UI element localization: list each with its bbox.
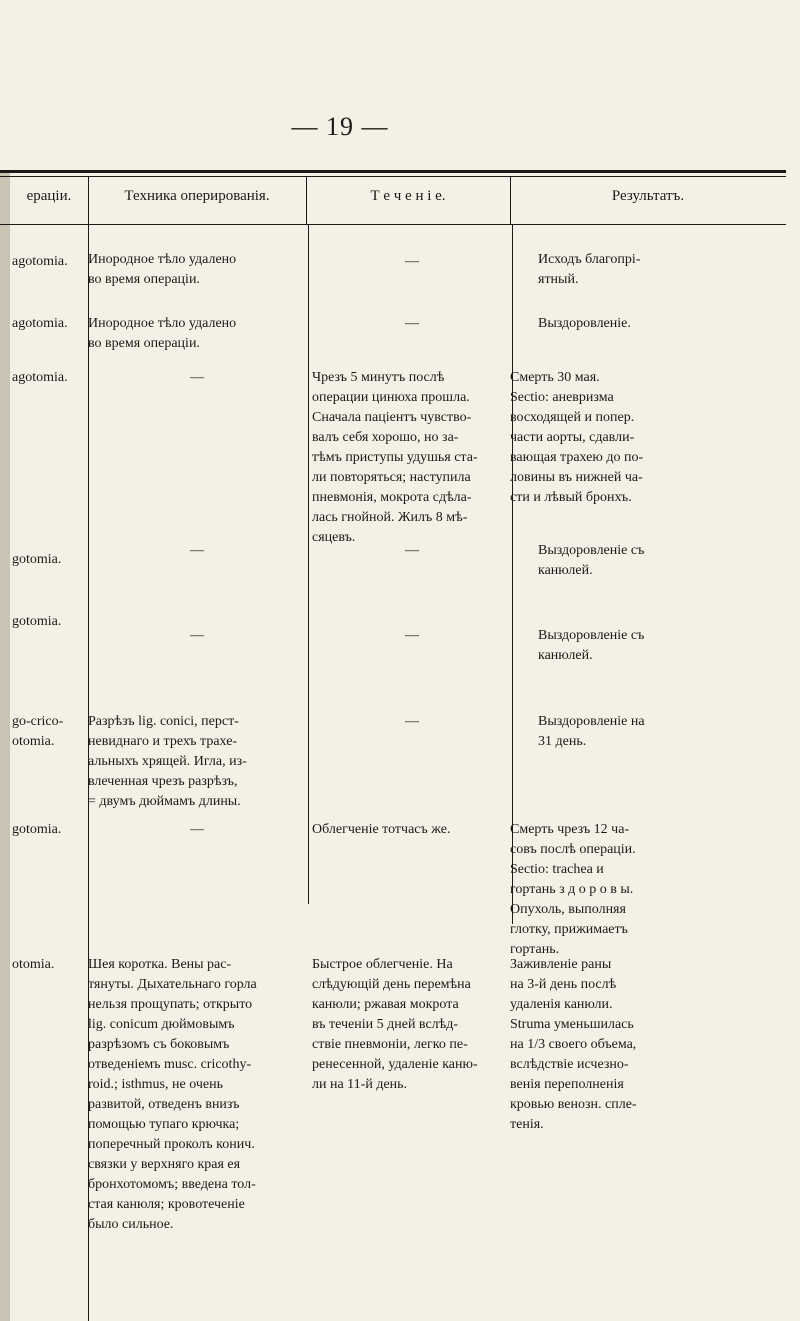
row-8-result: Заживленіе раны на 3-й день послѣ удаленія канюли. Struma уменьшилась на 1/3 своего объема, вслѣдствіе исчезно- венія переполненія кровью венозн. спле- тенія.: [510, 957, 637, 1132]
row-3-course: Чрезъ 5 минутъ послѣ операции цинюха прошла. Сначала паціентъ чувство- валъ себя хорошо, но за- тѣмъ приступы удушья ста- ли повторяться; наступила пневмонія, мокрота сдѣла- лась гнойной. Жилъ 8 мѣ- сяцевъ.: [312, 370, 478, 545]
row-5-operation: gotomia.: [12, 614, 62, 629]
row-8-operation: otomia.: [12, 957, 55, 972]
row-4-operation: gotomia.: [12, 552, 62, 567]
page-number: — 19 —: [291, 112, 389, 141]
row-2-course: —: [405, 316, 419, 331]
row-4-technique: —: [190, 543, 204, 558]
row-4-course: —: [405, 543, 419, 558]
row-1-course: —: [405, 254, 419, 269]
table-top-rule: [0, 170, 786, 173]
row-6-operation: go-crico- otomia.: [12, 714, 64, 749]
header-course: Т е ч е н і е.: [370, 188, 446, 204]
row-5-result: Выздоровленіе съ канюлей.: [538, 628, 645, 663]
row-6-result: Выздоровленіе на 31 день.: [538, 714, 645, 749]
column-divider-2: [308, 224, 309, 904]
header-result: Результатъ.: [611, 188, 685, 204]
header-technique: Техника оперированія.: [124, 188, 270, 204]
row-6-technique: Разрѣзъ lig. conici, перст- невиднаго и трехъ трахе- альныхъ хрящей. Игла, из- влеченная чрезъ разрѣзъ, = двумъ дюймамъ длины.: [88, 714, 247, 809]
table-header-rule: [0, 224, 786, 225]
header-operation: ераціи.: [26, 188, 72, 204]
row-3-result: Смерть 30 мая. Sectio: аневризма восходящей и попер. части аорты, сдавли- вающая трахею до по- ловины въ нижней ча- сти и лѣвый бронхъ.: [510, 370, 644, 505]
row-5-technique: —: [190, 628, 204, 643]
row-8-course: Быстрое облегченіе. На слѣдующій день перемѣна канюли; ржавая мокрота въ теченіи 5 дней вслѣд- ствіе пневмоніи, легко пе- ренесенной, удаленіе каню- ли на 11-й день.: [312, 957, 478, 1092]
row-7-operation: gotomia.: [12, 822, 62, 837]
row-5-course: —: [405, 628, 419, 643]
row-8-technique: Шея коротка. Вены рас- тянуты. Дыхательнаго горла нельзя прощупать; открыто lig. conicum дюймовымъ разрѣзомъ съ боковымъ отведеніемъ musc. cricothy- roid.; isthmus, не очень развитой, отведенъ внизъ помощью тупаго крючка; поперечный проколъ конич. связки у верхняго края ея бронхотомомъ; введена тол- стая канюля; кровотеченіе было сильное.: [88, 957, 257, 1232]
page-left-edge: [0, 170, 10, 1321]
row-6-course: —: [405, 714, 419, 729]
row-1-result: Исходъ благопрі- ятный.: [538, 252, 641, 287]
row-1-operation: agotomia.: [12, 254, 68, 269]
row-4-result: Выздоровленіе съ канюлей.: [538, 543, 645, 578]
row-7-technique: —: [190, 822, 204, 837]
row-1-technique: Инородное тѣло удалено во время операціи.: [88, 252, 237, 287]
row-3-operation: agotomia.: [12, 370, 68, 385]
row-7-result: Смерть чрезъ 12 ча- совъ послѣ операціи. Sectio: trachea и гортань з д о р о в ы. Опухоль, выполняя глотку, прижимаетъ гортань.: [510, 822, 636, 957]
row-2-operation: agotomia.: [12, 316, 68, 331]
row-7-course: Облегченіе тотчасъ же.: [312, 822, 451, 837]
table-top-thin-rule: [0, 176, 786, 177]
row-2-technique: Инородное тѣло удалено во время операціи.: [88, 316, 237, 351]
row-2-result: Выздоровленіе.: [538, 316, 631, 331]
row-3-technique: —: [190, 370, 204, 385]
